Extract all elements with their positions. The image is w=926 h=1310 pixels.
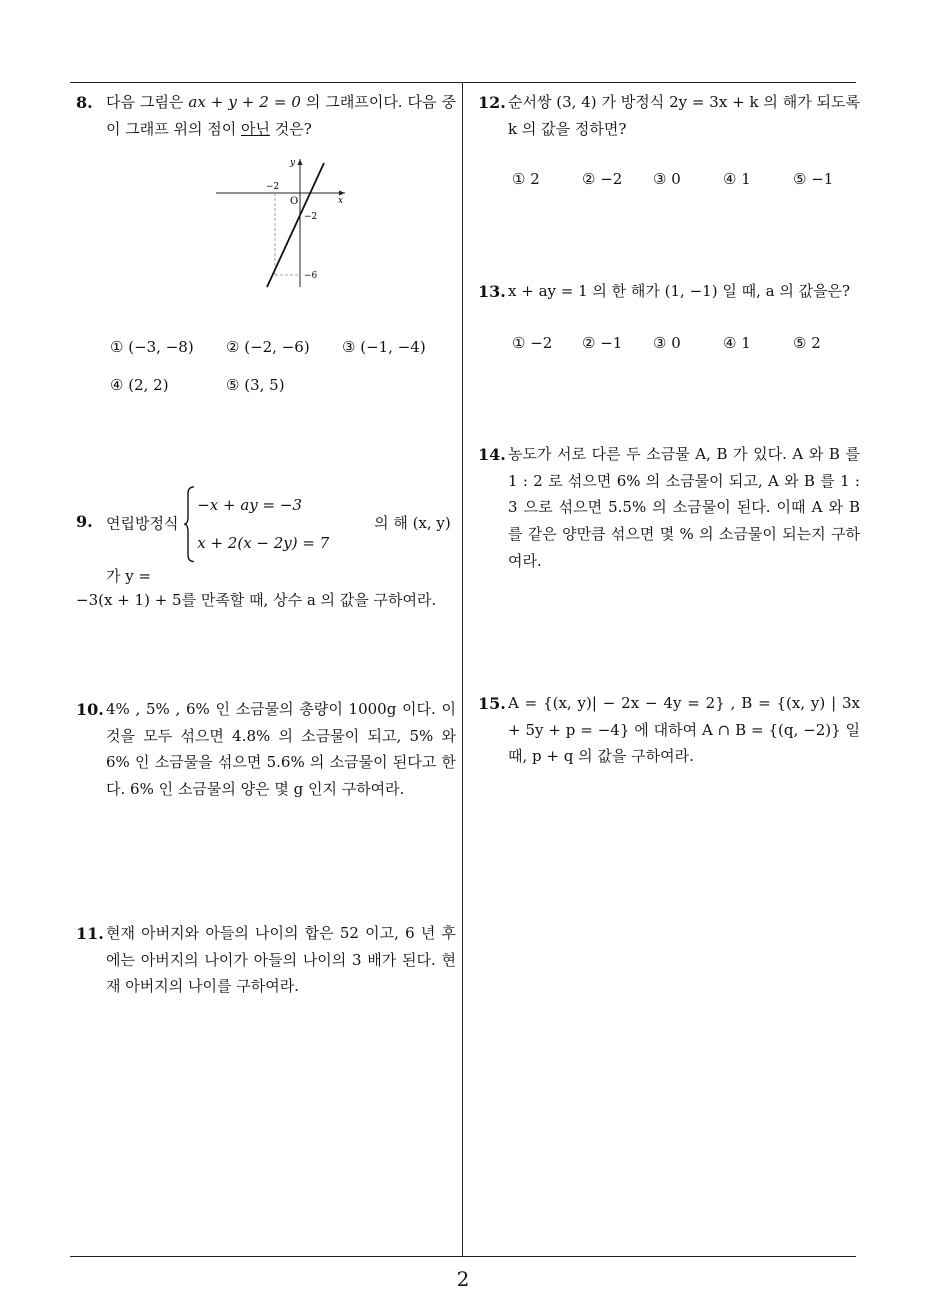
origin-label: O <box>290 196 299 207</box>
y-axis-label: y <box>290 158 296 168</box>
problem-13-choices <box>512 330 852 358</box>
choice-5[interactable]: ⑤ −1 <box>793 170 834 188</box>
bottom-rule <box>70 1256 856 1257</box>
top-rule <box>70 82 856 83</box>
choice-5[interactable]: ⑤ 2 <box>793 334 821 352</box>
y-intercept-label: −2 <box>304 212 318 222</box>
choice-2[interactable]: ② −1 <box>582 334 623 352</box>
problem-text: 현재 아버지와 아들의 나이의 합은 52 이고, 6 년 후에는 아버지의 나이가 아들의 나이의 3 배가 된다. 현재 아버지의 나이를 구하여라. <box>106 924 456 996</box>
equation-system <box>183 486 329 563</box>
choice-1[interactable]: ① −2 <box>512 334 553 352</box>
problem-9 <box>76 486 458 614</box>
problem-11 <box>76 920 456 1000</box>
choice-3[interactable]: ③ 0 <box>653 334 681 352</box>
x-axis-arrow <box>339 191 345 196</box>
problem-text: x + ay = 1 의 한 해가 (1, −1) 일 때, a 의 값을은? <box>508 282 851 300</box>
problem-13 <box>478 278 860 305</box>
problem-8-choices <box>110 334 460 394</box>
column-divider <box>462 82 463 1257</box>
problem-number: 9. <box>76 512 93 531</box>
problem-15 <box>478 690 860 770</box>
problem-number: 10. <box>76 700 104 719</box>
choice-4[interactable]: ④ 1 <box>723 170 751 188</box>
problem-12-choices <box>512 166 852 194</box>
problem-text-continued: −3(x + 1) + 5를 만족할 때, 상수 a 의 값을 구하여라. <box>76 591 437 610</box>
problem-text: 순서쌍 (3, 4) 가 방정식 2y = 3x + k 의 해가 되도록 k 의 값을 정하면? <box>508 93 860 138</box>
choice-3[interactable]: ③ 0 <box>653 170 681 188</box>
problem-text: A = {(x, y)| − 2x − 4y = 2} , B = {(x, y) | 3x + 5y + p = −4} 에 대하여 A ∩ B = {(q, −2)} 일 때, p + q 의 값을 구하여라. <box>508 694 860 766</box>
choice-4[interactable]: ④ 1 <box>723 334 751 352</box>
choice-1[interactable]: ① 2 <box>512 170 540 188</box>
line-graph <box>210 155 350 290</box>
problem-number: 8. <box>76 93 93 112</box>
underlined-word: 아닌 <box>241 119 270 138</box>
brace-icon <box>183 486 195 563</box>
choice-2[interactable]: ② −2 <box>582 170 623 188</box>
y-axis-arrow <box>298 159 303 165</box>
problem-10 <box>76 696 456 803</box>
x-axis-label: x <box>338 196 344 206</box>
problem-text: 연립방정식 −x + ay = −3 x + 2(x − 2y) = 7 의 해 (x, y)가 y = <box>106 486 458 589</box>
choice-4[interactable]: ④ (2, 2) <box>110 376 169 394</box>
problem-number: 14. <box>478 445 506 464</box>
choice-1[interactable]: ① (−3, −8) <box>110 338 194 356</box>
problem-number: 13. <box>478 282 506 301</box>
choice-3[interactable]: ③ (−1, −4) <box>342 338 426 356</box>
low-y-label: −6 <box>304 271 318 281</box>
problem-text: 4% , 5% , 6% 인 소금물의 총량이 1000g 이다. 이것을 모두 섞으면 4.8% 의 소금물이 되고, 5% 와 6% 인 소금물을 섞으면 5.6% 의 소금물이 된다고 한다. 6% 인 소금물의 양은 몇 g 인지 구하여라. <box>106 700 456 799</box>
problem-number: 15. <box>478 694 506 713</box>
equation-2: x + 2(x − 2y) = 7 <box>197 534 330 553</box>
problem-number: 12. <box>478 93 506 112</box>
choice-2[interactable]: ② (−2, −6) <box>226 338 310 356</box>
problem-text: 다음 그림은 ax + y + 2 = 0 의 그래프이다. 다음 중 이 그래프 위의 점이 아닌 것은? <box>106 93 456 138</box>
choice-5[interactable]: ⑤ (3, 5) <box>226 376 285 394</box>
problem-14 <box>478 441 860 574</box>
problem-number: 11. <box>76 924 104 943</box>
problem-8 <box>76 89 456 142</box>
problem-text: 농도가 서로 다른 두 소금물 A, B 가 있다. A 와 B 를 1 : 2 로 섞으면 6% 의 소금물이 되고, A 와 B 를 1 : 3 으로 섞으면 5.5% 의 소금물이 된다. 이때 A 와 B 를 같은 양만큼 섞으면 몇 % 의 소금물이 되는지 구하여라. <box>508 445 860 570</box>
equation-1: −x + ay = −3 <box>197 496 302 514</box>
page-number: 2 <box>456 1267 470 1291</box>
problem-12 <box>478 89 860 142</box>
x-intercept-label: −2 <box>266 182 280 192</box>
